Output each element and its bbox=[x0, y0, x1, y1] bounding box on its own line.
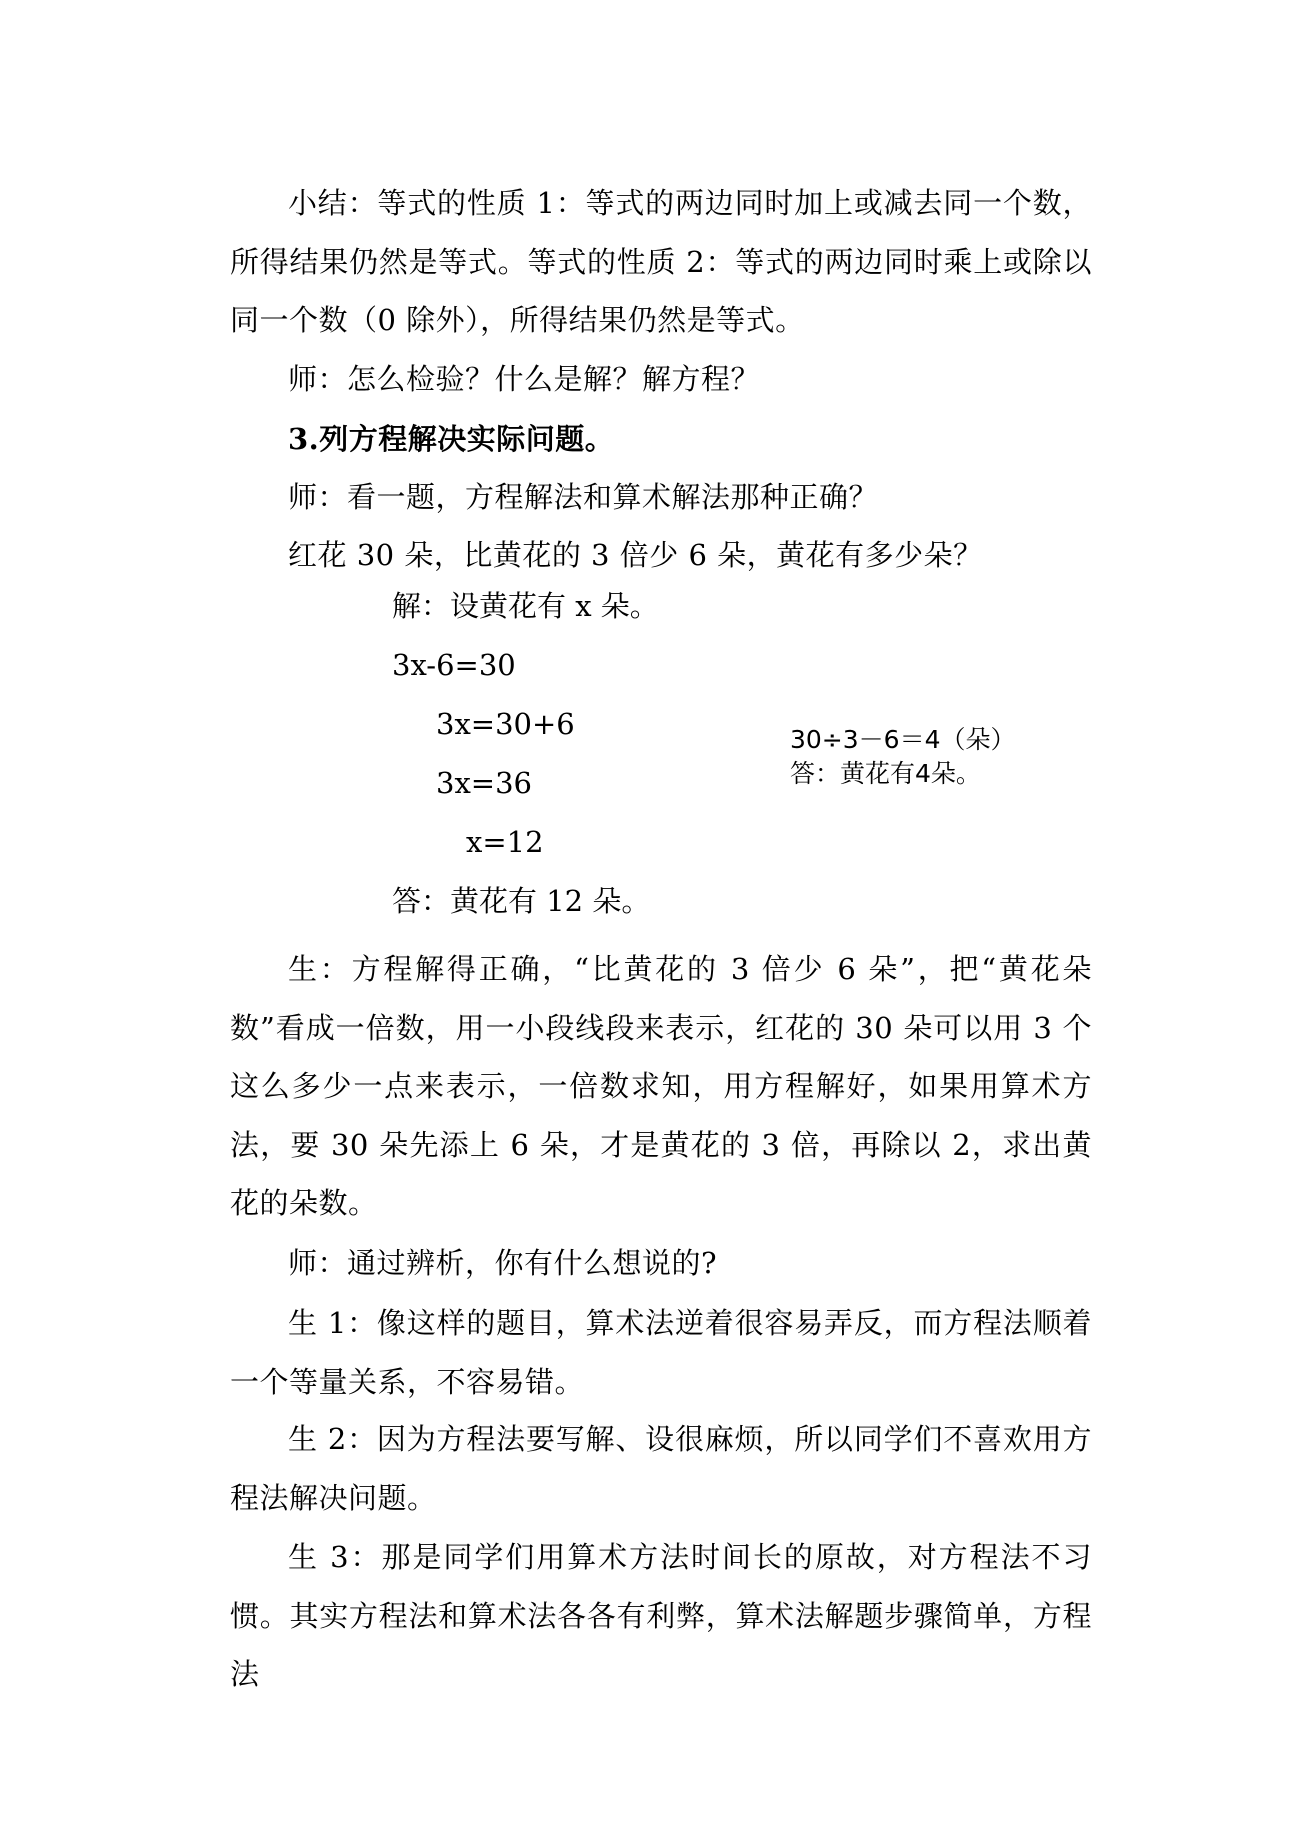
equation-step-1: 3x-6=30 bbox=[392, 648, 516, 682]
equation-answer: 答：黄花有 12 朵。 bbox=[392, 884, 651, 918]
teacher-question-1: 师：怎么检验？什么是解？解方程？ bbox=[288, 362, 761, 396]
student-explanation: 生：方程解得正确，“比黄花的 3 倍少 6 朵”，把“黄花朵数”看成一倍数，用一小段线段来表示，红花的 30 朵可以用 3 个这么多少一点来表示，一倍数求知，用方程解好，如果用算术方法，要 30 朵先添上 6 朵，才是黄花的 3 倍，再除以 2，求出黄花的朵数。 bbox=[230, 952, 1092, 1220]
equation-step-3: 3x=36 bbox=[436, 766, 533, 800]
equation-step-4: x=12 bbox=[466, 825, 544, 859]
summary-paragraph: 小结：等式的性质 1：等式的两边同时加上或减去同一个数，所得结果仍然是等式。等式的性质 2：等式的两边同时乘上或除以同一个数（0 除外），所得结果仍然是等式。 bbox=[230, 186, 1092, 337]
student-3-response: 生 3：那是同学们用算术方法时间长的原故，对方程法不习惯。其实方程法和算术法各各有利弊，算术法解题步骤简单，方程法 bbox=[230, 1540, 1092, 1691]
arithmetic-calculation: 30÷3－6＝4（朵） bbox=[790, 725, 1016, 754]
equation-step-2: 3x=30+6 bbox=[436, 707, 575, 741]
equation-setup: 解：设黄花有 x 朵。 bbox=[392, 589, 659, 623]
section-3-heading: 3.列方程解决实际问题。 bbox=[288, 422, 615, 456]
student-2-response: 生 2：因为方程法要写解、设很麻烦，所以同学们不喜欢用方程法解决问题。 bbox=[230, 1422, 1092, 1515]
student-1-response: 生 1：像这样的题目，算术法逆着很容易弄反，而方程法顺着一个等量关系，不容易错。 bbox=[230, 1306, 1092, 1399]
teacher-question-2: 师：看一题，方程解法和算术解法那种正确？ bbox=[288, 480, 879, 514]
arithmetic-answer: 答：黄花有4朵。 bbox=[790, 759, 981, 788]
teacher-question-3: 师：通过辨析，你有什么想说的? bbox=[288, 1246, 718, 1280]
problem-statement: 红花 30 朵，比黄花的 3 倍少 6 朵，黄花有多少朵？ bbox=[288, 538, 983, 572]
